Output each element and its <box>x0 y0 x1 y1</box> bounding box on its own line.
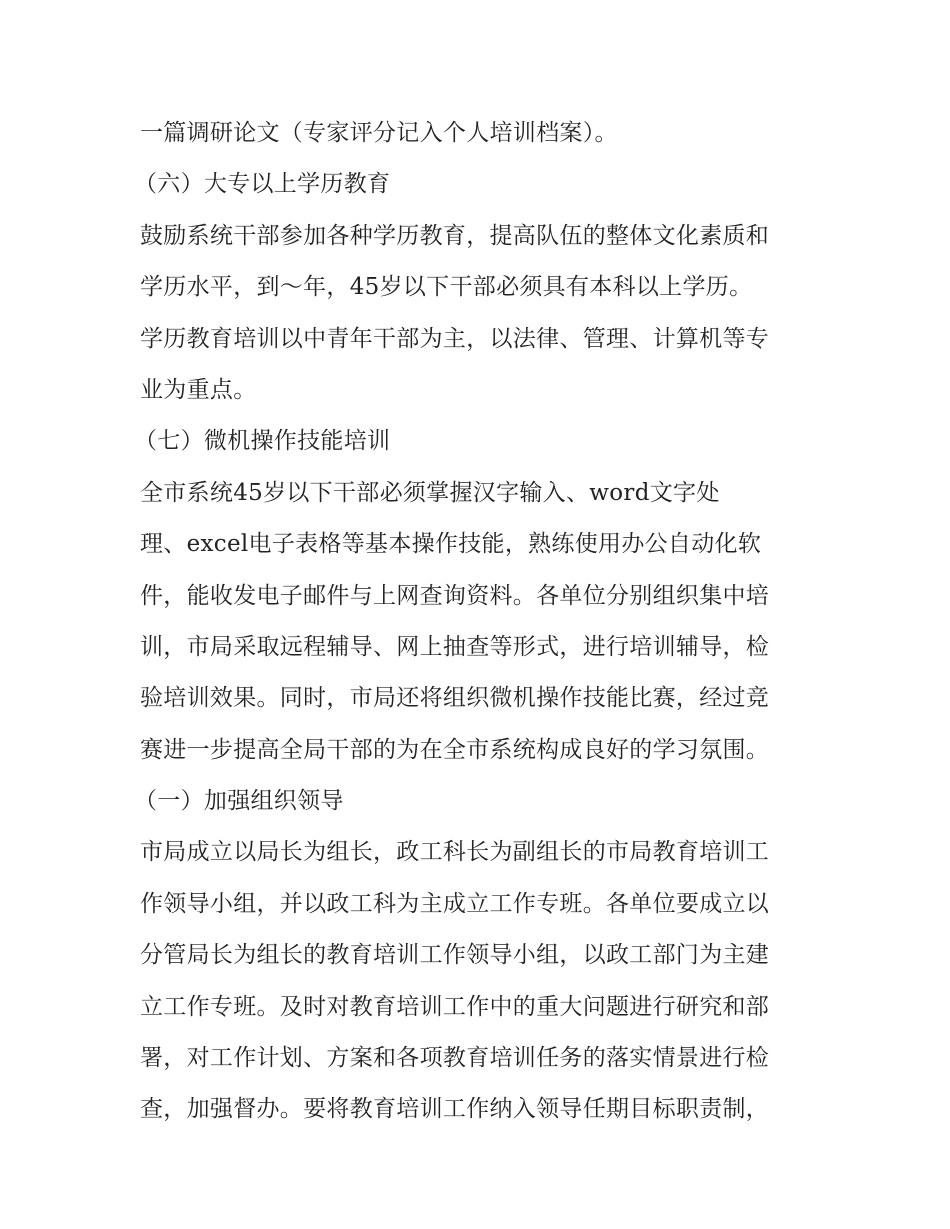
text-line: 学历教育培训以中青年干部为主，以法律、管理、计算机等专 <box>140 325 770 352</box>
text-line: 件，能收发电子邮件与上网查询资料。各单位分别组织集中培 <box>140 582 770 609</box>
text-line: 验培训效果。同时，市局还将组织微机操作技能比赛，经过竞 <box>140 685 770 712</box>
text-line: 全市系统45岁以下干部必须掌握汉字输入、word文字处 <box>140 479 720 506</box>
section-heading-6: （六）大专以上学历教育 <box>134 171 391 198</box>
section-heading-7: （七）微机操作技能培训 <box>134 428 391 455</box>
text-line: 训，市局采取远程辅导、网上抽查等形式，进行培训辅导，检 <box>140 633 770 660</box>
text-line: 业为重点。 <box>140 376 257 403</box>
text-line: 鼓励系统干部参加各种学历教育，提高队伍的整体文化素质和 <box>140 222 770 249</box>
text-line: 理、excel电子表格等基本操作技能，熟练使用办公自动化软 <box>140 531 762 558</box>
text-line: 赛进一步提高全局干部的为在全市系统构成良好的学习氛围。 <box>140 736 770 763</box>
text-line: 市局成立以局长为组长，政工科长为副组长的市局教育培训工 <box>140 839 770 866</box>
text-line: 立工作专班。及时对教育培训工作中的重大问题进行研究和部 <box>140 993 770 1020</box>
text-line: 一篇调研论文（专家评分记入个人培训档案）。 <box>140 120 618 146</box>
section-heading-1: （一）加强组织领导 <box>134 788 344 815</box>
document-body <box>134 108 830 1136</box>
text-line: 查，加强督办。要将教育培训工作纳入领导任期目标职责制， <box>140 1096 770 1123</box>
text-line: 学历水平，到～年，45岁以下干部必须具有本科以上学历。 <box>140 274 753 301</box>
text-line: 作领导小组，并以政工科为主成立工作专班。各单位要成立以 <box>140 890 770 917</box>
text-line: 分管局长为组长的教育培训工作领导小组，以政工部门为主建 <box>140 942 770 969</box>
text-line: 署，对工作计划、方案和各项教育培训任务的落实情景进行检 <box>140 1045 770 1072</box>
